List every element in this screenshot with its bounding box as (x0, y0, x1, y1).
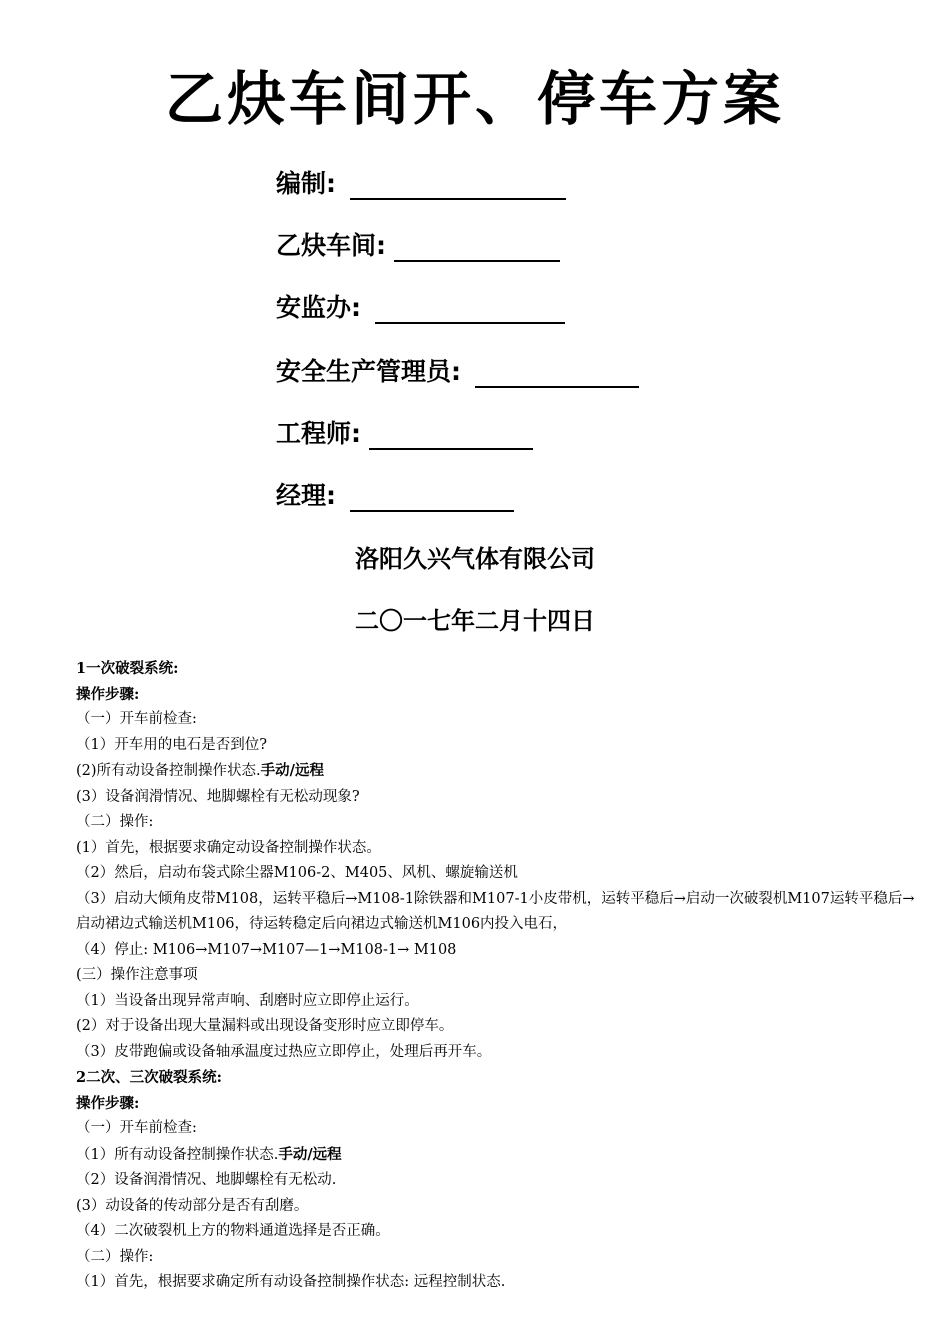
section-heading (76, 656, 916, 682)
procedure-line (76, 989, 916, 1015)
section-heading (76, 1091, 916, 1117)
line-text: （二）操作: (76, 814, 154, 830)
line-text: （4）二次破裂机上方的物料通道选择是否正确。 (76, 1223, 390, 1239)
signature-label: 乙炔车间: (276, 231, 386, 260)
line-text: （2）然后，启动布袋式除尘器M106-2、M405、风机、螺旋输送机 (76, 865, 518, 881)
signature-row-compiler (276, 164, 566, 200)
line-text: （一）开车前检查: (76, 1120, 197, 1136)
signature-label: 工程师: (276, 419, 361, 448)
procedure-line (76, 1040, 916, 1066)
section-heading (76, 682, 916, 708)
line-text: （3）皮带跑偏或设备轴承温度过热应立即停止，处理后再开车。 (76, 1043, 492, 1060)
line-text: （1）开车用的电石是否到位? (76, 736, 267, 753)
company-name: 洛阳久兴气体有限公司 (355, 545, 595, 573)
signature-label: 经理: (276, 481, 336, 510)
procedure-line (76, 1245, 916, 1271)
line-text: 操作步骤: (76, 685, 140, 703)
line-text: (2）对于设备出现大量漏料或出现设备变形时应立即停车。 (76, 1018, 454, 1034)
procedure-line (76, 836, 916, 862)
signature-blank-line (394, 235, 560, 262)
signature-blank-line (375, 297, 565, 324)
control-mode-emphasis: 手动/远程 (260, 762, 324, 779)
procedure-line (76, 1014, 916, 1040)
line-text: （3）启动大倾角皮带M108，运转平稳后→M108-1除铁器和M107-1小皮带机，运转平稳后→启动一次破裂机M107运转平稳后→启动裙边式输送机M106，待运转稳定后向裙边式输送机M106内投入电石， (76, 890, 915, 932)
line-text: 1一次破裂系统: (76, 660, 179, 677)
procedure-line (76, 963, 916, 989)
signature-row-safety-manager (276, 352, 639, 388)
procedure-line (76, 1116, 916, 1142)
procedure-line (76, 810, 916, 836)
signature-row-engineer (276, 414, 533, 450)
procedure-line (76, 785, 916, 811)
line-text: (1）首先，根据要求确定动设备控制操作状态。 (76, 839, 381, 856)
signature-label: 安全生产管理员: (276, 357, 461, 386)
line-text: (2)所有动设备控制操作状态. (76, 763, 261, 779)
procedure-body (76, 656, 916, 1296)
line-text: （4）停止: M106→M107→M107—1→M108-1→ M108 (76, 941, 457, 958)
control-mode-emphasis: 手动/远程 (278, 1145, 342, 1163)
signature-label: 安监办: (276, 293, 361, 322)
signature-label: 编制: (276, 169, 336, 198)
line-text: (3）设备润滑情况、地脚螺栓有无松动现象? (76, 788, 360, 805)
line-text: （1）首先，根据要求确定所有动设备控制操作状态: 远程控制状态. (76, 1274, 506, 1290)
document-title: 乙炔车间开、停车方案 (164, 65, 785, 133)
signature-blank-line (369, 423, 533, 450)
procedure-line (76, 1270, 916, 1296)
signature-blank-line (350, 485, 514, 512)
procedure-line (76, 1168, 916, 1194)
line-text: （二）操作: (76, 1248, 154, 1265)
procedure-line (76, 758, 916, 785)
signature-blank-line (350, 173, 566, 200)
section-heading (76, 1065, 916, 1091)
signature-row-manager (276, 476, 514, 512)
line-text: (3）动设备的传动部分是否有刮磨。 (76, 1197, 309, 1214)
procedure-line (76, 1194, 916, 1220)
line-text: （1）所有动设备控制操作状态. (76, 1146, 279, 1163)
procedure-line (76, 861, 916, 887)
line-text: （一）开车前检查: (76, 711, 197, 727)
procedure-line (76, 1142, 916, 1169)
procedure-line (76, 733, 916, 759)
line-text: 2二次、三次破裂系统: (76, 1069, 222, 1086)
signature-row-workshop (276, 226, 560, 262)
line-text: （2）设备润滑情况、地脚螺栓有无松动. (76, 1172, 337, 1188)
line-text: 操作步骤: (76, 1094, 140, 1112)
line-text: （1）当设备出现异常声响、刮磨时应立即停止运行。 (76, 992, 419, 1009)
signature-blank-line (475, 361, 639, 388)
line-text: (三）操作注意事项 (76, 967, 198, 983)
procedure-line (76, 938, 916, 964)
document-date: 二〇一七年二月十四日 (355, 607, 595, 635)
procedure-line (76, 887, 916, 938)
procedure-line (76, 707, 916, 733)
procedure-line (76, 1219, 916, 1245)
signature-row-safety-office (276, 288, 565, 324)
